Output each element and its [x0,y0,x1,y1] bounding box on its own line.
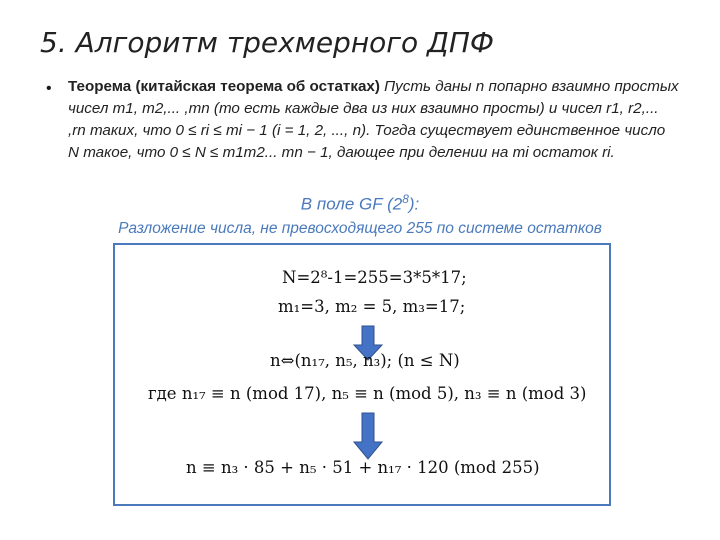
theorem-heading: Теорема (китайская теорема об остатках) [68,78,380,95]
decomposition-label: Разложение числа, не превосходящего 255 по системе остатков [118,220,602,237]
equation-residues: где n₁₇ ≡ n (mod 17), n₅ ≡ n (mod 5), n₃ ≡ n (mod 3) [148,384,587,403]
equation-n: N=2⁸-1=255=3*5*17; [282,268,467,287]
theorem-body: Пусть даны n попарно взаимно простых чисел m1, m2,... ,mn (то есть каждые два из них взаимно просты) и чисел r1, r2,... ,rn таких, что 0 ≤ ri ≤ mi − 1 (i = 1, 2, ..., n). Тогда существует единственное число N такое, что 0 ≤ N ≤ m1m2... mn − 1, дающее при делении на mi остаток ri. [68,78,679,161]
down-arrow-icon [353,412,383,460]
theorem-text [68,76,680,164]
slide-title: 5. Алгоритм трехмерного ДПФ [40,26,495,59]
equation-mapping: n⇔(n₁₇, n₅, n₃); (n ≤ N) [270,351,460,370]
equation-moduli: m₁=3, m₂ = 5, m₃=17; [278,297,466,316]
equation-reconstruction: n ≡ n₃ · 85 + n₅ · 51 + n₁₇ · 120 (mod 255) [186,458,540,477]
field-label: В поле GF $(2^8)$: [300,192,420,214]
bullet: • [46,80,52,97]
